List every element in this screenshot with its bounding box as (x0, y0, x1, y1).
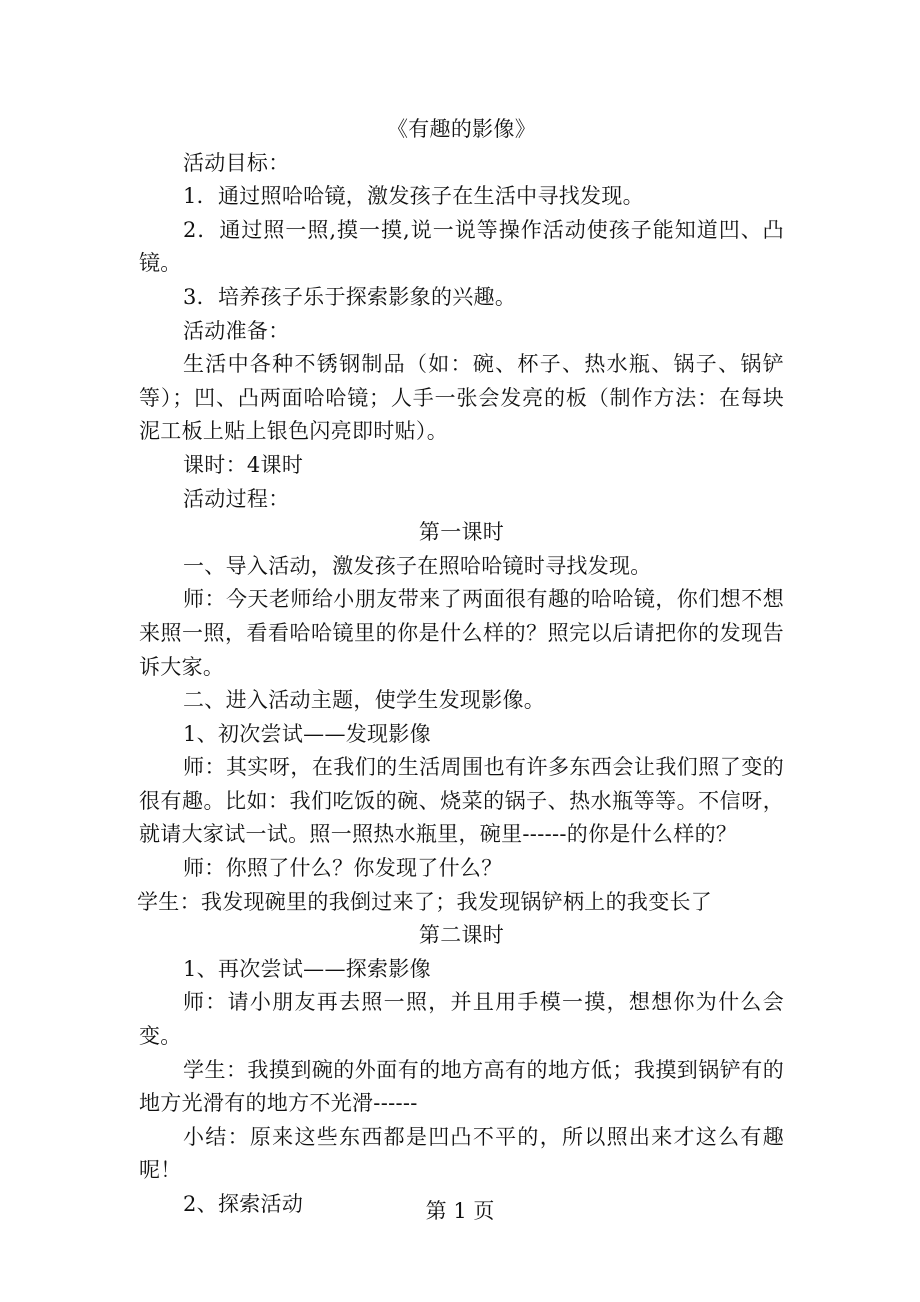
objective-item: 2．通过照一照,摸一摸,说一说等操作活动使孩子能知道凹、凸镜。 (139, 217, 784, 276)
objectives-heading: 活动目标： (183, 150, 290, 175)
lesson2-paragraph: 小结：原来这些东西都是凹凸不平的，所以照出来才这么有趣呢！ (139, 1124, 784, 1183)
lesson1-paragraph: 一、导入活动，激发孩子在照哈哈镜时寻找发现。 (183, 553, 652, 578)
lesson1-student-line: 学生：我发现碗里的我倒过来了；我发现锅铲柄上的我变长了 (137, 889, 713, 914)
lesson2-paragraph: 1、再次尝试——探索影像 (183, 956, 431, 981)
document-body (139, 113, 784, 1222)
lesson1-paragraph: 师：你照了什么？你发现了什么？ (183, 856, 503, 881)
lesson1-paragraph: 师：其实呀，在我们的生活周围也有许多东西会让我们照了变的很有趣。比如：我们吃饭的碗、烧菜的锅子、热水瓶等等。不信呀，就请大家试一试。照一照热水瓶里，碗里------的你是什么样的？ (139, 755, 784, 847)
lesson1-paragraph: 1、初次尝试——发现影像 (183, 721, 431, 746)
duration-text: 课时：4课时 (183, 452, 304, 477)
objective-item: 1．通过照哈哈镜，激发孩子在生活中寻找发现。 (183, 184, 644, 209)
preparation-heading: 活动准备： (183, 318, 290, 343)
lesson1-heading: 第一课时 (418, 520, 505, 545)
objective-item: 3．培养孩子乐于探索影象的兴趣。 (183, 284, 517, 309)
lesson2-paragraph: 学生：我摸到碗的外面有的地方高有的地方低；我摸到锅铲有的地方光滑有的地方不光滑------ (139, 1057, 784, 1116)
preparation-text: 生活中各种不锈钢制品（如：碗、杯子、热水瓶、锅子、锅铲等）；凹、凸两面哈哈镜；人手一张会发亮的板（制作方法：在每块泥工板上贴上银色闪亮即时贴）。 (139, 352, 784, 444)
lesson1-paragraph: 师：今天老师给小朋友带来了两面很有趣的哈哈镜，你们想不想来照一照，看看哈哈镜里的你是什么样的？照完以后请把你的发现告诉大家。 (139, 587, 784, 679)
lesson2-heading: 第二课时 (418, 923, 505, 948)
process-heading: 活动过程： (183, 486, 290, 511)
lesson2-paragraph: 师：请小朋友再去照一照，并且用手模一摸，想想你为什么会变。 (139, 990, 784, 1049)
lesson2-paragraph: 2、探索活动 (183, 1192, 304, 1216)
page-number: 第 1 页 (425, 1199, 495, 1223)
lesson1-paragraph: 二、进入活动主题，使学生发现影像。 (183, 688, 546, 713)
document-title: 《有趣的影像》 (386, 117, 537, 141)
